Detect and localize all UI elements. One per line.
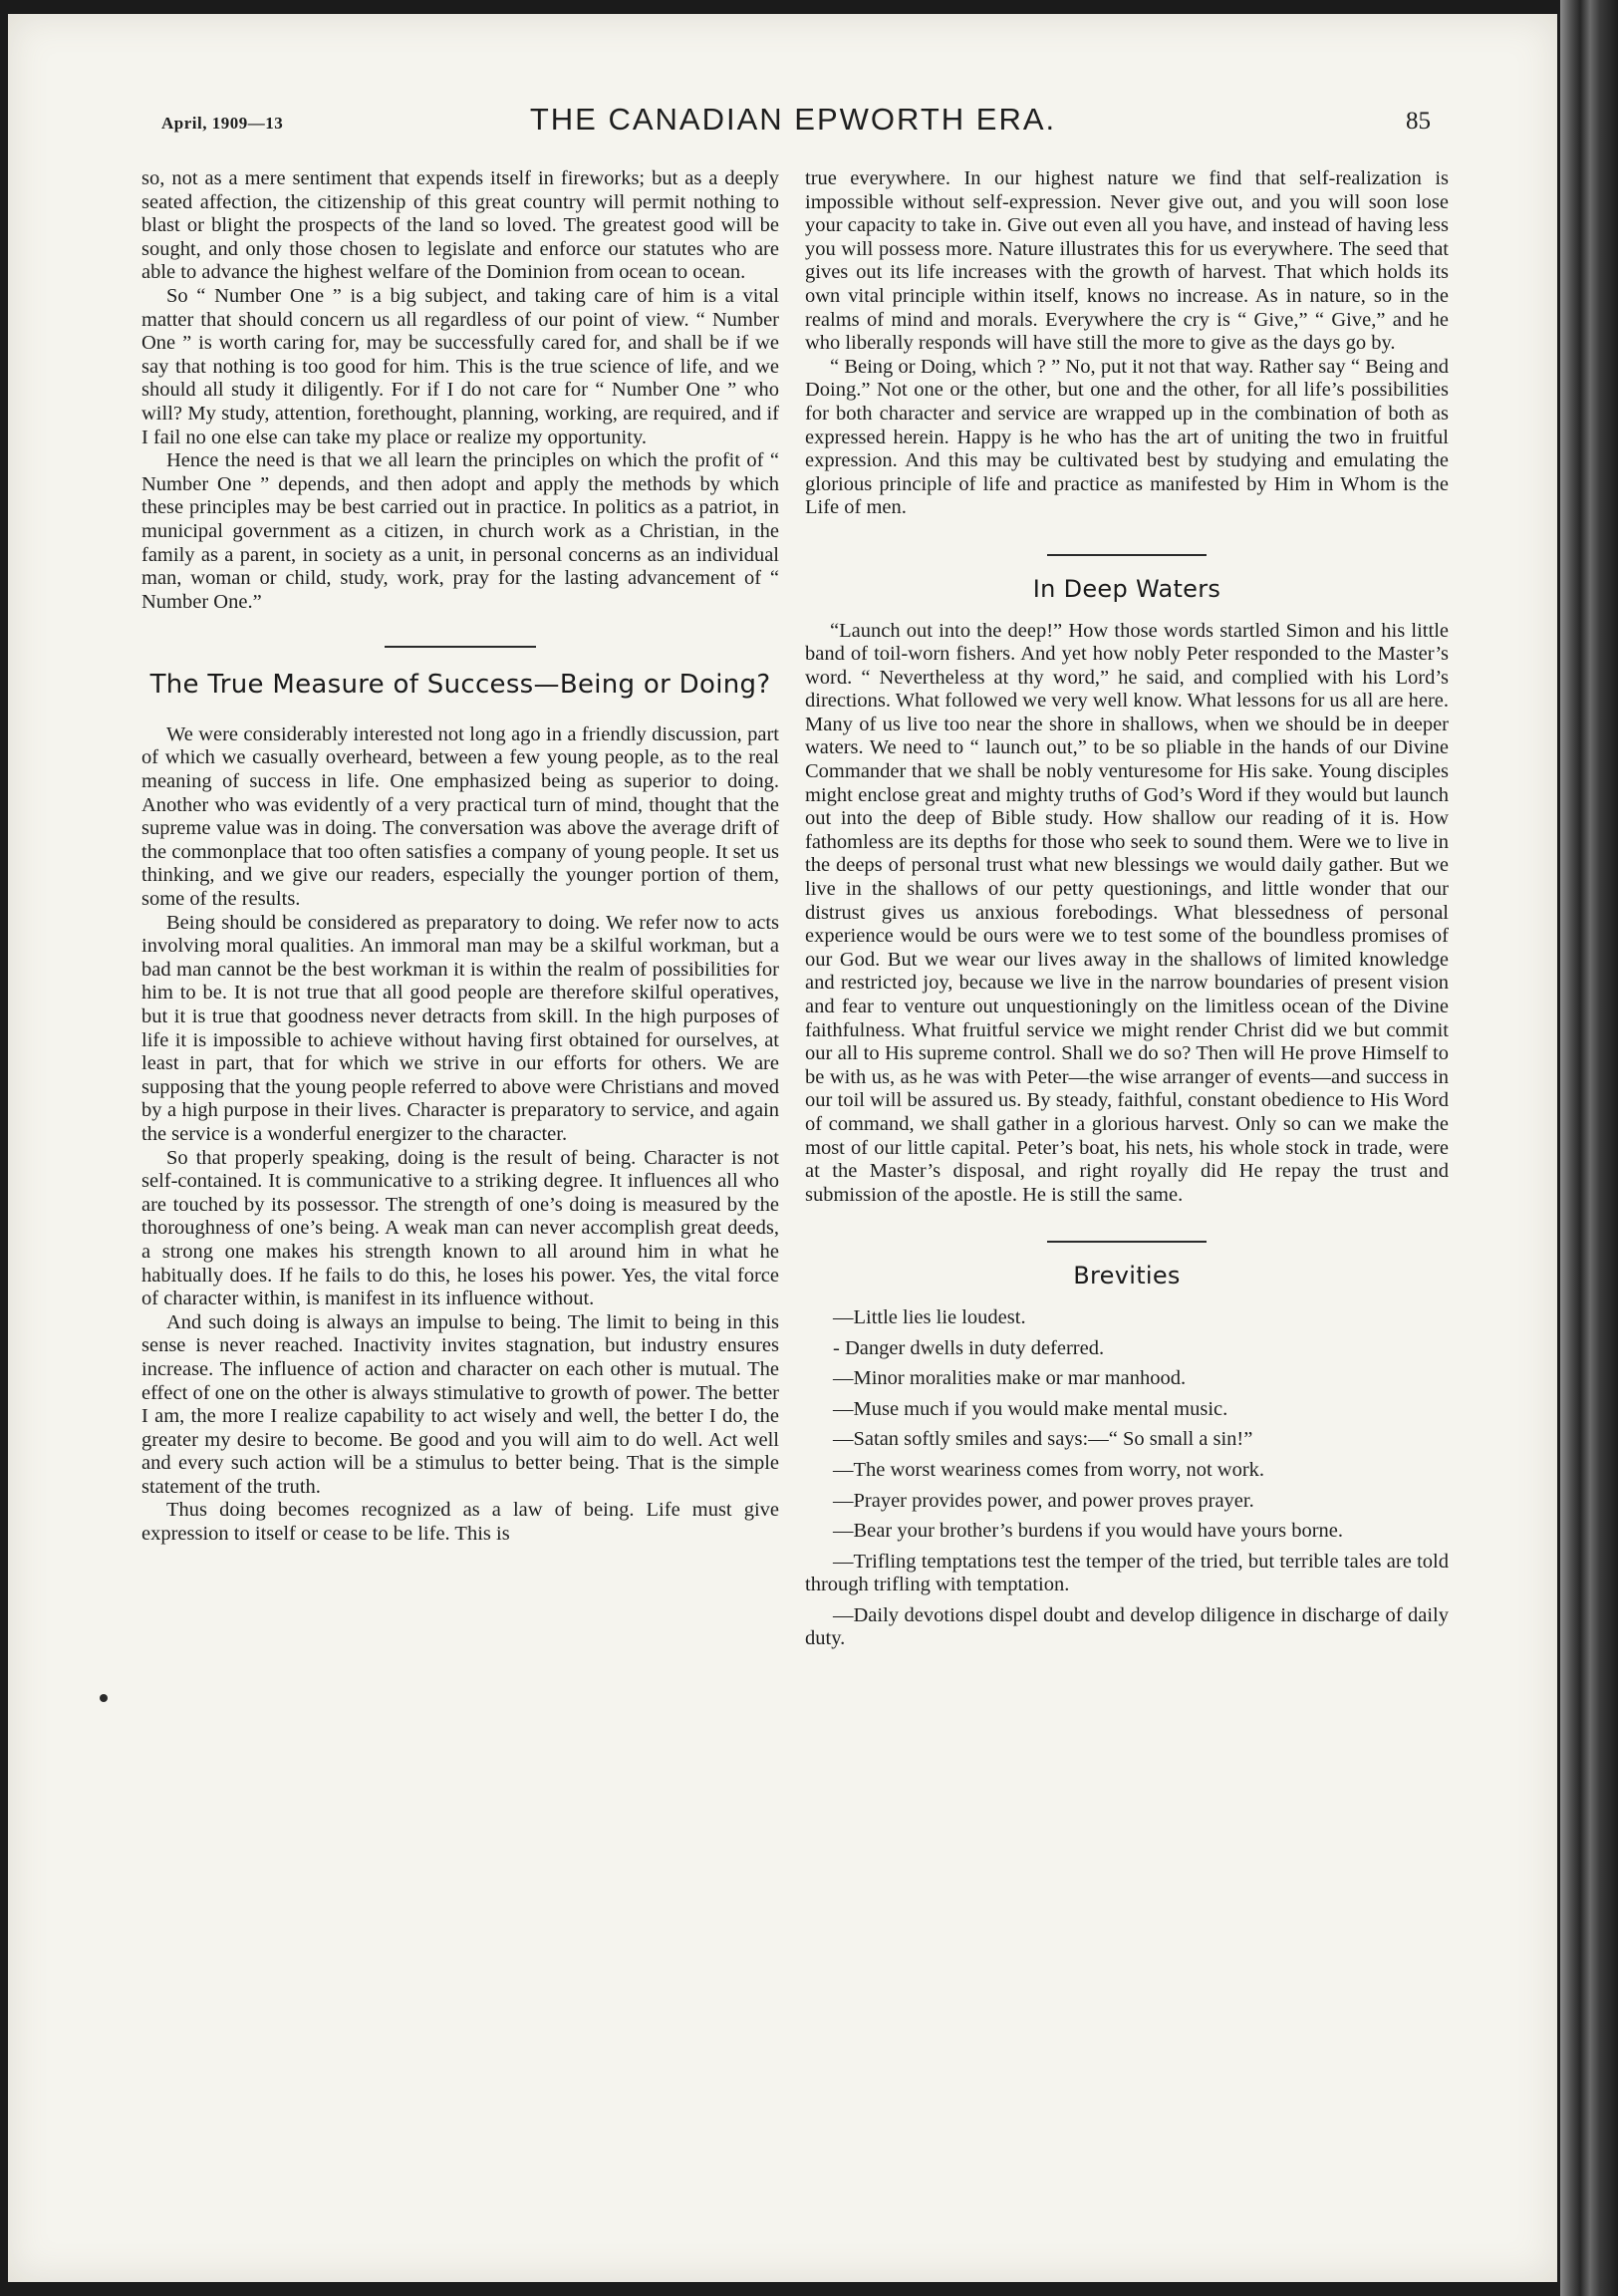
body-paragraph: Being should be considered as preparatory to doing. We refer now to acts involving moral qualities. An immoral man may be a skilful workman, but a bad man cannot be the best workman it is within the realm of possibilities for him to be. It is not true that all good people are therefore skilful operatives, but it is true that goodness never detracts from skill. In the high purposes of life it is impossible to achieve without having first obtained for ourselves, at least in part, that for which we strive in our efforts for others. We are supposing that the young people referred to above were Christians and moved by a high purpose in their lives. Character is preparatory to service, and again the service is a wonderful energizer to the character. — [141, 911, 779, 1145]
body-paragraph: Hence the need is that we all learn the principles on which the profit of “ Number One ” depends, and then adopt and apply the methods by which these principles may be best carried out in practice. In politics as a patriot, in municipal government as a citizen, in church work as a Christian, in the family as a parent, in society as a unit, in personal concerns as an individual man, woman or child, study, work, pray for the lasting advancement of “ Number One.” — [141, 449, 779, 613]
section-divider — [1047, 1241, 1207, 1243]
book-binding-edge — [1560, 0, 1618, 2296]
brevity-item: —Daily devotions dispel doubt and develop diligence in discharge of daily duty. — [805, 1603, 1449, 1650]
print-speck — [100, 1694, 108, 1702]
right-column — [805, 167, 1449, 1658]
body-paragraph: We were considerably interested not long ago in a friendly discussion, part of which we casually overheard, between a few young people, as to the real meaning of success in life. One emphasized being as superior to doing. Another who was evidently of a very practical turn of mind, thought that the supreme value was in doing. The conversation was above the average drift of the commonplace that too often satisfies a company of young people. It set us thinking, and we give our readers, especially the younger portion of them, some of the results. — [141, 722, 779, 911]
brevity-item: —Prayer provides power, and power proves prayer. — [833, 1489, 1254, 1512]
body-paragraph: And such doing is always an impulse to being. The limit to being in this sense is never reached. Inactivity invites stagnation, but industry ensures increase. The influence of action and character on each other is mutual. The effect of one on the other is always stimulative to growth of power. The better I am, the more I realize capability to act wisely and well, the better I do, the greater my desire to become. Be good and you will aim to do well. Act well and every such action will be a stimulus to better being. That is the simple statement of the truth. — [141, 1310, 779, 1498]
running-header — [151, 100, 1435, 149]
brevity-item: —Trifling temptations test the temper of the tried, but terrible tales are told through trifling with temptation. — [805, 1550, 1449, 1596]
article-heading-deep-waters: In Deep Waters — [1032, 574, 1221, 603]
body-paragraph: true everywhere. In our highest nature we find that self-realization is impossible without self-expression. Never give out, and you will soon lose your capacity to take in. Give out even all you have, and instead of having less you will possess more. Nature illustrates this for us everywhere. The seed that gives out its life increases with the growth of harvest. That which holds its own vital principle within itself, knows no increase. As in nature, so in the realms of mind and morals. Everywhere the cry is “ Give,” “ Give,” and he who liberally responds will have still the more to give as the days go by. — [805, 167, 1449, 355]
article-heading-brevities: Brevities — [1073, 1262, 1181, 1291]
brevity-item: —Little lies lie loudest. — [833, 1305, 1026, 1328]
article-heading-true-measure: The True Measure of Success—Being or Doing? — [149, 670, 771, 701]
body-paragraph: Thus doing becomes recognized as a law of being. Life must give expression to itself or cease to be life. This is — [141, 1499, 779, 1546]
left-column — [141, 167, 779, 1547]
body-paragraph: So that properly speaking, doing is the result of being. Character is not self-contained. It is communicative to a striking degree. It influences all who are touched by its possessor. The strength of one’s doing is measured by the thoroughness of one’s being. A weak man can never accomplish great deeds, a strong one makes his strength known to all around him in what he habitually does. If he fails to do this, he loses his power. Yes, the vital force of character within, is manifest in its influence without. — [141, 1146, 779, 1310]
body-paragraph: “ Being or Doing, which ? ” No, put it not that way. Rather say “ Being and Doing.” Not one or the other, but one and the other, for all life’s possibilities for both character and service are wrapped up in the combination of both as expressed herein. Happy is he who has the art of uniting the two in fruitful expression. And this may be cultivated best by studying and emulating the glorious principle of life and practice as manifested by Him in Whom is the Life of men. — [805, 355, 1449, 519]
body-paragraph: so, not as a mere sentiment that expends itself in fireworks; but as a deeply seated affection, the citizenship of this great country will permit nothing to blast or blight the prospects of the land so loved. The greatest good will be sought, and only those chosen to legislate and enforce our statutes who are able to advance the highest welfare of the Dominion from ocean to ocean. — [141, 167, 779, 284]
publication-title: THE CANADIAN EPWORTH ERA. — [529, 102, 1057, 137]
body-paragraph: So “ Number One ” is a big subject, and taking care of him is a vital matter that should concern us all regardless of our point of view. “ Number One ” is worth caring for, may be successfully cared for, and shall be if we say that nothing is too good for him. This is the true science of life, and we should all study it diligently. For if I do not care for “ Number One ” who will? My study, attention, forethought, planning, working, are required, and if I fail no one else can take my place or realize my opportunity. — [141, 284, 779, 448]
section-divider — [1047, 554, 1207, 556]
body-paragraph: “Launch out into the deep!” How those words startled Simon and his little band of toil-worn fishers. And yet how nobly Peter responded to the Master’s word. “ Nevertheless at thy word,” he said, and complied with his Lord’s directions. What followed we very well know. What lessons for us all are here. Many of us live too near the shore in shallows, when we should be in deeper waters. We need to “ launch out,” to be so pliable in the hands of our Divine Commander that we shall be nobly venturesome for His sake. Young disciples might enclose great and mighty truths of God’s Word if they would but launch out into the deep of Bible study. How shallow our reading of it is. How fathomless are its depths for those who seek to sound them. Were we to live in the deeps of personal trust what new blessings we would daily gather. But we live in the shallows of our petty questionings, and little wonder that our distrust gives us anxious forebodings. What blessedness of personal experience would be ours were we to test some of the boundless promises of our God. But we wear our lives away in the shallows of limited knowledge and restricted joy, because we live in the narrow boundaries of present vision and fear to venture out unquestioningly on the limitless ocean of the Divine faithfulness. What fruitful service we might render Christ did we but commit our all to His supreme control. Shall we do so? Then will He prove Himself to be with us, as he was with Peter—the wise arranger of events—and success in our toil will be assured us. By steady, faithful, constant obedience to His Word of command, we shall gather in a glorious harvest. Only so can we make the most of our little capital. Peter’s boat, his nets, his whole stock in trade, were at the Master’s disposal, and right royally did He repay the trust and submission of the apostle. He is still the same. — [805, 619, 1449, 1206]
brevity-item: —Muse much if you would make mental music. — [833, 1397, 1228, 1420]
brevity-item: —Satan softly smiles and says:—“ So small a sin!” — [833, 1428, 1253, 1451]
brevities-list — [805, 1306, 1449, 1651]
brevity-item: - Danger dwells in duty deferred. — [833, 1336, 1105, 1359]
brevity-item: —Bear your brother’s burdens if you would have yours borne. — [833, 1520, 1344, 1543]
page-number: 85 — [1406, 108, 1431, 135]
section-divider — [385, 646, 536, 648]
issue-date: April, 1909—13 — [161, 114, 284, 133]
brevity-item: —Minor moralities make or mar manhood. — [833, 1367, 1187, 1390]
brevity-item: —The worst weariness comes from worry, not work. — [833, 1458, 1265, 1481]
